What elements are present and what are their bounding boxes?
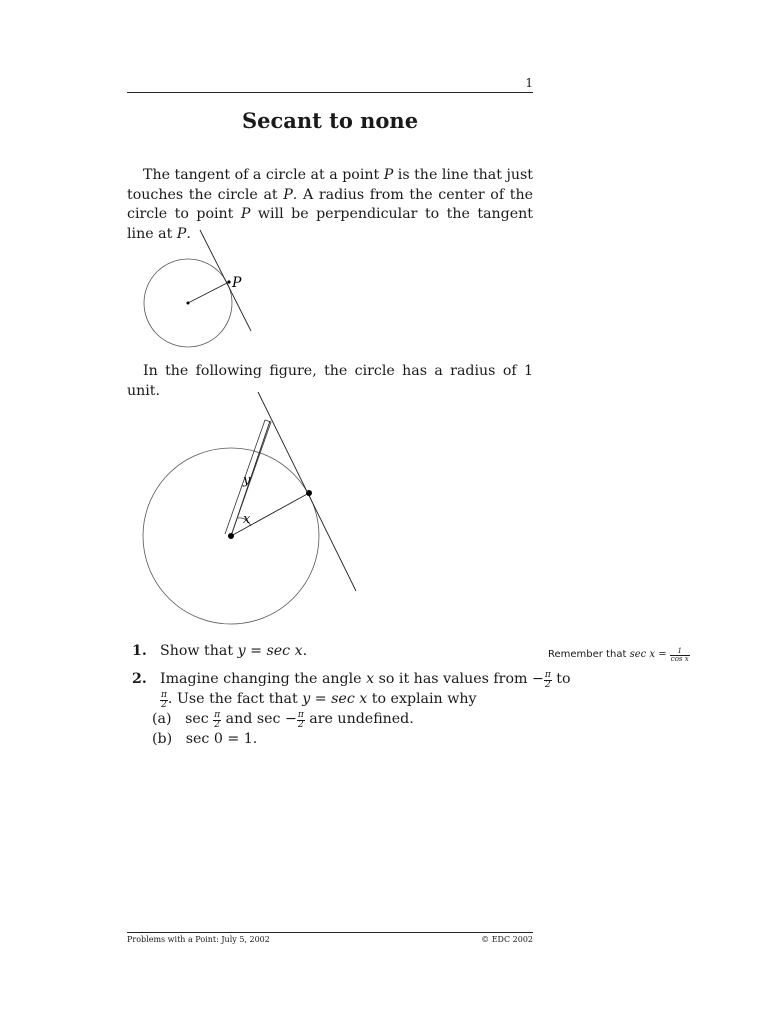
figure-2-y-label: y	[243, 473, 251, 488]
page-title: Secant to none	[241, 108, 419, 133]
footer-rule	[127, 932, 533, 933]
margin-note: Remember that sec x = $\frac{1}{\text{cos x}}$	[548, 647, 689, 663]
figure-2-caption: In the following figure, the circle has a radius of 1 unit.	[127, 363, 533, 399]
intro-paragraph: The tangent of a circle at a point P is the line that just touches the circle at P. A radius from the center of the circle to point P will be perpendicular to the tangent line at P.	[127, 167, 534, 242]
problem-2b: (b) sec 0 = 1.	[152, 731, 258, 747]
problem-1: 1. Show that y = sec x.	[132, 642, 542, 662]
figure-2-center-dot	[228, 533, 234, 539]
figure-2-x-label: x	[243, 512, 251, 527]
problem-2: 2. Imagine changing the angle x so it has values from − $\frac{\pi}{2}$ to $\frac{\pi}{2}$ . Use the fact that y = sec x to explain why (a) sec $\frac{\pi}{2}$ and sec − $\frac{\pi}{2}$ are undefined. (b) sec 0 = 1.	[132, 670, 542, 750]
footer-left: Problems with a Point: July 5, 2002	[127, 935, 270, 944]
problem-2a: (a) sec $\frac{\pi}{2}$ and sec − $\frac{\pi}{2}$ are undefined.	[152, 710, 414, 730]
page-number: 1	[525, 76, 533, 90]
figure-1-point-label: P	[232, 275, 242, 291]
problem-1-number: 1.	[132, 643, 147, 659]
problem-2-number: 2.	[132, 671, 147, 687]
footer-right: © EDC 2002	[481, 935, 533, 944]
figure-2-tangent-point	[306, 490, 312, 496]
